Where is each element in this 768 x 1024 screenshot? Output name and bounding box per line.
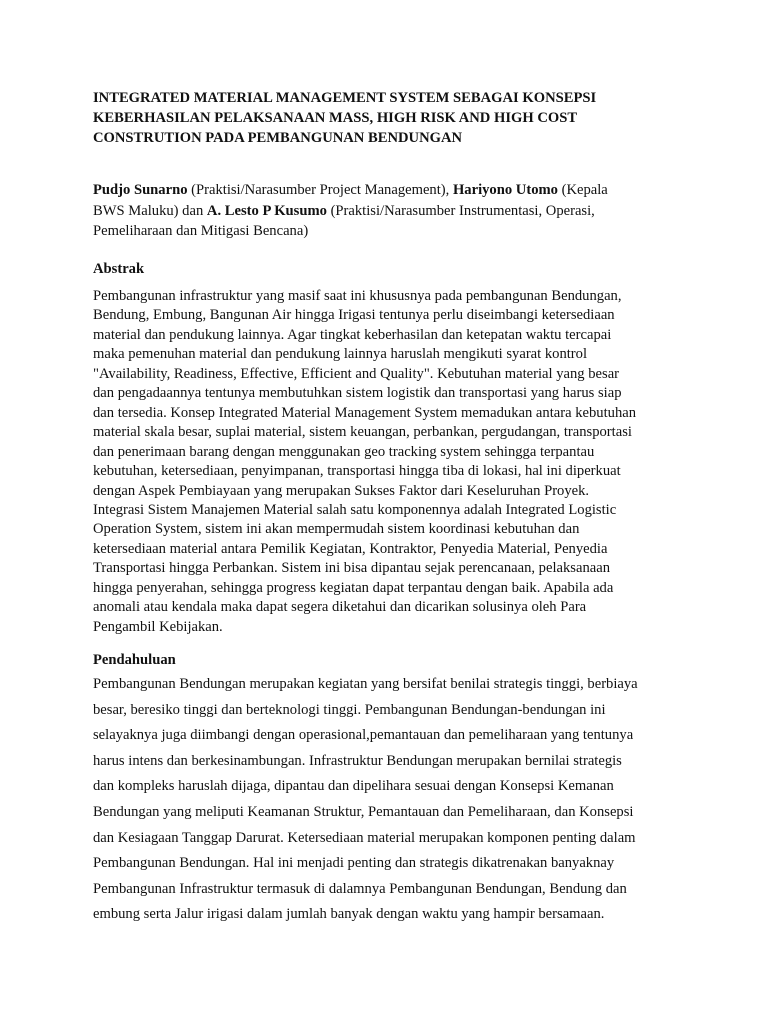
abstract-line: Transportasi hingga Perbankan. Sistem ini bisa dipantau sejak perencanaan, pelaksanaan: [93, 560, 610, 577]
author-affiliation: (Kepala: [557, 182, 608, 198]
author-list: [93, 180, 683, 242]
author-affiliation: (Praktisi/Narasumber Instrumentasi, Operasi,: [326, 202, 595, 219]
abstract-line: Pembangunan infrastruktur yang masif saat ini khususnya pada pembangunan Bendungan,: [93, 288, 622, 304]
paper-title: [93, 88, 683, 148]
author-line: [93, 201, 683, 222]
abstract-line: anomali atau kendala maka dapat segera diketahui dan dicarikan solusinya oleh Para: [93, 599, 587, 616]
abstract-body: [93, 287, 683, 637]
abstract-line: dan pengadaannya tentunya membutuhkan sistem logistik dan transportasi yang harus siap: [93, 385, 622, 402]
abstract-line: Operation System, sistem ini akan mempermudah sistem koordinasi kebutuhan dan: [93, 521, 580, 538]
introduction-line: Pembangunan Bendungan merupakan kegiatan yang bersifat benilai strategis tinggi, berbiaya: [93, 676, 638, 692]
abstract-line: maka pemenuhan material dan pendukung lainnya haruslah mengikuti syarat kontrol: [93, 346, 588, 363]
title-line: KEBERHASILAN PELAKSANAAN MASS, HIGH RISK AND HIGH COST: [93, 110, 578, 126]
author-name: A. Lesto P Kusumo: [206, 202, 327, 219]
author-affiliation: BWS Maluku) dan: [93, 202, 207, 219]
introduction-line: dan Kesiagaan Tanggap Darurat. Ketersediaan material merupakan komponen penting dalam: [93, 829, 636, 846]
introduction-line: Bendungan yang meliputi Keamanan Struktur, Pemantauan dan Pemeliharaan, dan Konsepsi: [93, 803, 634, 820]
author-affiliation: Pemeliharaan dan Mitigasi Bencana): [93, 223, 309, 239]
introduction-heading: Pendahuluan: [93, 652, 176, 668]
title-line: INTEGRATED MATERIAL MANAGEMENT SYSTEM SEBAGAI KONSEPSI: [93, 90, 597, 106]
abstract-line: kebutuhan, ketersediaan, penyimpanan, transportasi hingga tiba di lokasi, hal ini diperkuat: [93, 463, 621, 480]
abstract-line: dengan Aspek Pembiayaan yang merupakan Sukses Faktor dari Keseluruhan Proyek.: [93, 482, 590, 499]
abstract-line: material skala besar, suplai material, sistem keuangan, perbankan, pergudangan, transportasi: [93, 424, 632, 441]
document-page: [93, 0, 683, 1024]
author-name: Pudjo Sunarno: [93, 182, 188, 198]
author-line: [93, 221, 683, 242]
author-name: Hariyono Utomo: [452, 182, 558, 198]
introduction-line: Pembangunan Infrastruktur termasuk di dalamnya Pembangunan Bendungan, Bendung dan: [93, 880, 627, 897]
abstract-line: "Availability, Readiness, Effective, Efficient and Quality". Kebutuhan material yang besar: [93, 365, 620, 382]
abstract-heading: Abstrak: [93, 261, 145, 277]
abstract-line: ketersediaan material antara Pemilik Kegiatan, Kontraktor, Penyedia Material, Penyedia: [93, 540, 608, 557]
introduction-line: dan kompleks haruslah dijaga, dipantau dan dipelihara sesuai dengan Konsepsi Kemanan: [93, 778, 614, 795]
introduction-body: [93, 672, 683, 928]
introduction-line: besar, beresiko tinggi dan berteknologi tinggi. Pembangunan Bendungan-bendungan ini: [93, 701, 606, 718]
introduction-line: harus intens dan berkesinambungan. Infrastruktur Bendungan merupakan bernilai strategis: [93, 752, 622, 769]
title-line: CONSTRUTION PADA PEMBANGUNAN BENDUNGAN: [93, 130, 463, 146]
abstract-line: Integrasi Sistem Manajemen Material salah satu komponennya adalah Integrated Logistic: [93, 501, 617, 518]
abstract-line: material dan pendukung lainnya. Agar tingkat keberhasilan dan ketepatan waktu tercapai: [93, 326, 612, 343]
introduction-line: embung serta Jalur irigasi dalam jumlah banyak dengan waktu yang hampir bersamaan.: [93, 906, 605, 923]
author-line: [93, 180, 683, 201]
abstract-line: dan tersedia. Konsep Integrated Material Management System memadukan antara kebutuhan: [93, 404, 637, 421]
abstract-line: Pengambil Kebijakan.: [93, 618, 223, 635]
introduction-line: selayaknya juga diimbangi dengan operasional,pemantauan dan pemeliharaan yang tentunya: [93, 727, 634, 744]
author-affiliation: (Praktisi/Narasumber Project Management),: [187, 182, 453, 198]
abstract-line: dan penerimaan barang dengan menggunakan geo tracking system sehingga terpantau: [93, 443, 595, 460]
introduction-line: Pembangunan Bendungan. Hal ini menjadi penting dan strategis dikatrenakan banyaknay: [93, 855, 615, 872]
abstract-line: Bendung, Embung, Bangunan Air hingga Irigasi tentunya perlu diseimbangi ketersediaan: [93, 307, 615, 324]
abstract-line: hingga penyerahan, sehingga progress kegiatan dapat terpantau dengan baik. Apabila ada: [93, 579, 614, 596]
